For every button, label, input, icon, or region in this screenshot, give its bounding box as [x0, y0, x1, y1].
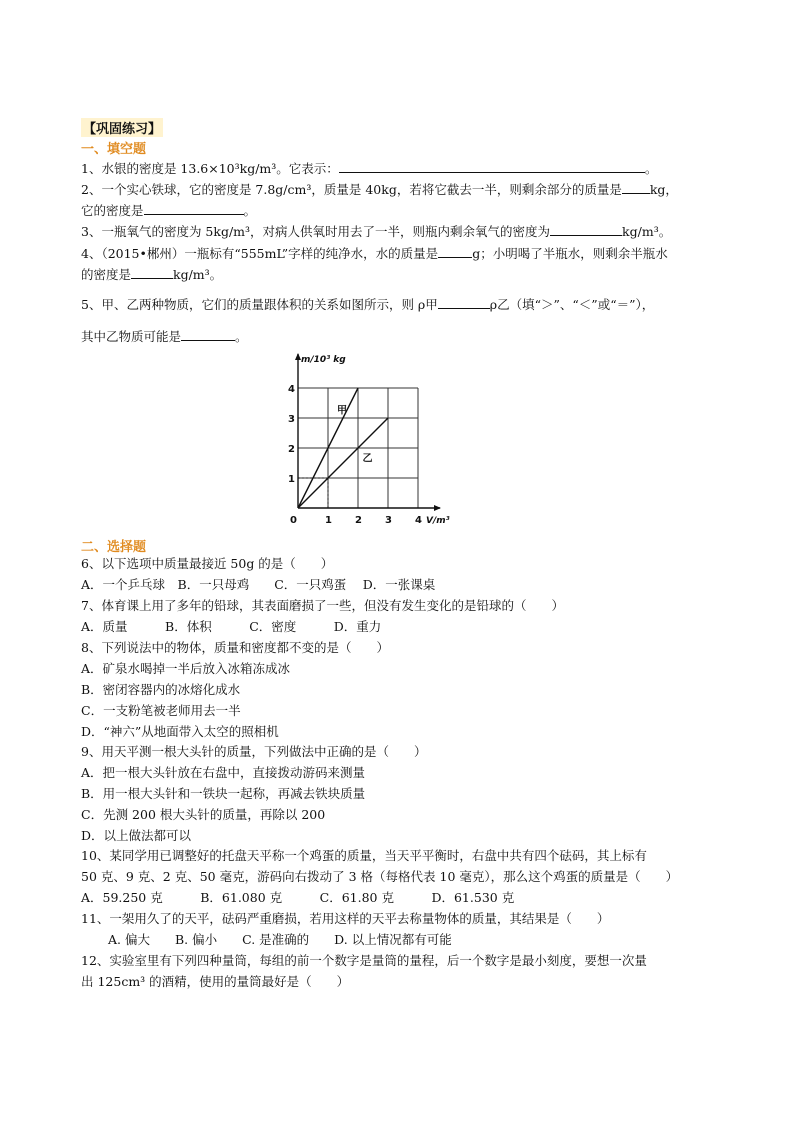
question-6-stem: 6、以下选项中质量最接近 50g 的是（ ）	[81, 556, 334, 571]
question-5-line-1: 5、甲、乙两种物质，它们的质量跟体积的关系如图所示，则 ρ甲 ρ乙（填“＞”、“＜”或“＝”），	[81, 297, 655, 312]
x-axis-label: V/m³	[426, 516, 450, 526]
x-tick-label: 2	[355, 515, 362, 526]
question-12-line-1: 12、实验室里有下列四种量筒，每组的前一个数字是量筒的量程，后一个数字是最小刻度，要想一次量	[81, 953, 647, 968]
question-11-options: A. 偏大 B. 偏小 C. 是准确的 D. 以上情况都有可能	[108, 932, 452, 947]
section-choice-title: 二、选择题	[81, 540, 147, 555]
q5-blank-1[interactable]	[438, 296, 490, 309]
y-tick-label: 1	[288, 474, 295, 485]
x-tick-label: 1	[325, 515, 332, 526]
x-tick-label: 3	[385, 515, 392, 526]
question-2-line-1: 2、一个实心铁球，它的密度是 7.8g/cm³，质量是 40kg，若将它截去一半，则剩余部分的质量是 kg，	[81, 182, 678, 197]
q4-blank-1[interactable]	[438, 245, 472, 258]
question-8-option-a: A．矿泉水喝掉一半后放入冰箱冻成冰	[81, 661, 291, 676]
question-12-line-2: 出 125cm³ 的酒精，使用的量筒最好是（ ）	[81, 974, 350, 989]
question-2-line-2: 它的密度是 。	[81, 203, 257, 218]
y-tick-label: 4	[288, 384, 295, 395]
question-11-stem: 11、一架用久了的天平，砝码严重磨损，若用这样的天平去称量物体的质量，其结果是（ ）	[81, 911, 610, 926]
y-tick-label: 3	[288, 414, 295, 425]
practice-header: 【巩固练习】	[81, 118, 163, 137]
q3-blank[interactable]	[550, 223, 622, 236]
question-7-stem: 7、体育课上用了多年的铅球，其表面磨损了一些，但没有发生变化的是铅球的（ ）	[81, 598, 564, 613]
question-10-options: A．59.250 克 B．61.080 克 C．61.80 克 D．61.530 克	[81, 890, 515, 905]
question-7-options: A．质量 B．体积 C．密度 D．重力	[81, 619, 382, 634]
q5-blank-2[interactable]	[181, 328, 235, 341]
question-6-options: A．一个乒乓球 B．一只母鸡 C．一只鸡蛋 D．一张课桌	[81, 577, 436, 592]
section-fill-blank-title: 一、填空题	[81, 142, 147, 157]
y-tick-label: 2	[288, 444, 295, 455]
question-8-stem: 8、下列说法中的物体，质量和密度都不变的是（ ）	[81, 640, 389, 655]
question-3: 3、一瓶氧气的密度为 5kg/m³，对病人供氧时用去了一半，则瓶内剩余氧气的密度为 kg/m³。	[81, 224, 672, 239]
y-axis-label: m/10³ kg	[301, 355, 346, 365]
q1-text: 1、水银的密度是 13.6×10³kg/m³。它表示：	[81, 161, 339, 176]
q1-blank[interactable]	[339, 160, 645, 173]
series-label: 乙	[362, 453, 373, 465]
x-axis-arrow	[434, 505, 441, 511]
q2-blank-2[interactable]	[144, 202, 244, 215]
question-8-option-d: D．“神六”从地面带入太空的照相机	[81, 724, 279, 739]
question-4-line-1: 4、（2015•郴州）一瓶标有“555mL”字样的纯净水，水的质量是 g；小明喝了半瓶水，则剩余半瓶水	[81, 246, 668, 261]
question-9-option-a: A．把一根大头针放在右盘中，直接拨动游码来测量	[81, 765, 366, 780]
x-tick-label: 0	[290, 515, 297, 526]
question-8-option-c: C．一支粉笔被老师用去一半	[81, 703, 241, 718]
mass-volume-chart	[282, 350, 472, 528]
question-10-line-1: 10、某同学用已调整好的托盘天平称一个鸡蛋的质量，当天平平衡时，右盘中共有四个砝码，其上标有	[81, 848, 647, 863]
question-9-option-d: D．以上做法都可以	[81, 828, 192, 843]
x-tick-label: 4	[415, 515, 422, 526]
q4-blank-2[interactable]	[131, 266, 173, 279]
question-10-line-2: 50 克、9 克、2 克、50 毫克，游码向右拨动了 3 格（每格代表 10 毫克），那么这个鸡蛋的质量是（ ）	[81, 869, 679, 884]
question-9-option-b: B．用一根大头针和一铁块一起称，再减去铁块质量	[81, 786, 366, 801]
question-9-stem: 9、用天平测一根大头针的质量，下列做法中正确的是（ ）	[81, 744, 427, 759]
series-label: 甲	[337, 405, 347, 417]
question-9-option-c: C．先测 200 根大头针的质量，再除以 200	[81, 807, 326, 822]
series-line-yi	[298, 418, 388, 508]
q2-blank-1[interactable]	[622, 181, 650, 194]
question-8-option-b: B．密闭容器内的冰熔化成水	[81, 682, 241, 697]
question-5-line-2: 其中乙物质可能是 。	[81, 329, 248, 344]
question-1: 1、水银的密度是 13.6×10³kg/m³。它表示： 。	[81, 161, 658, 176]
question-4-line-2: 的密度是 kg/m³。	[81, 267, 223, 282]
